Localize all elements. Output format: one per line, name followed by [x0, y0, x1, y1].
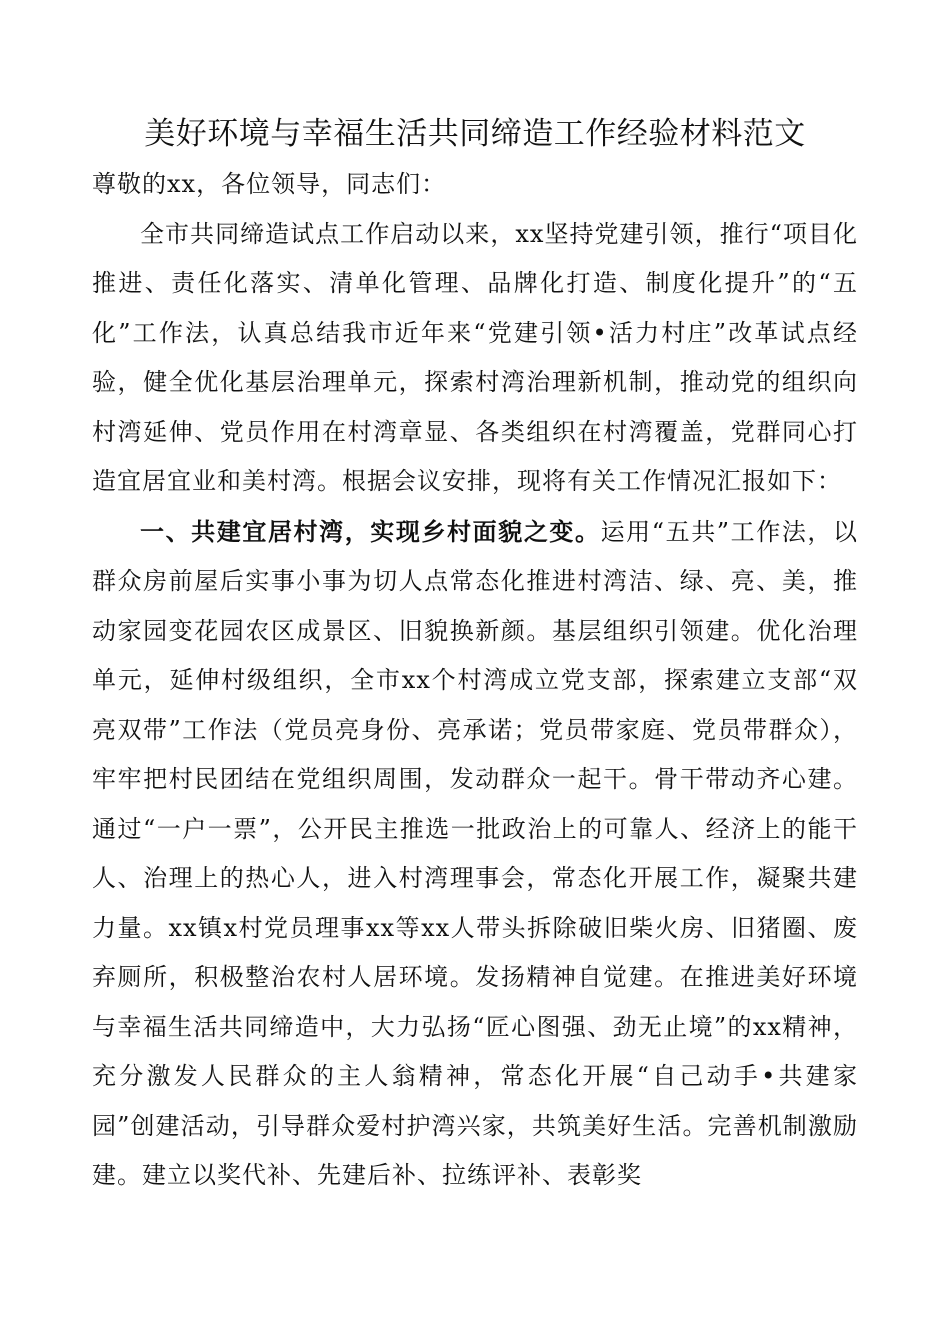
salutation: 尊敬的xx，各位领导，同志们： [92, 170, 447, 198]
section-1-body: 运用“五共”工作法，以群众房前屋后实事小事为切人点常态化推进村湾洁、绿、亮、美，推动家园变花园农区成景区、旧貌换新颜。基层组织引领建。优化治理单元，延伸村级组织，全市xx个村湾成立党支部，探索建立支部“双亮双带”工作法（党员亮身份、亮承诺；党员带家庭、党员带群众），牢牢把村民团结在党组织周围，发动群众一起干。骨干带动齐心建。通过“一户一票”，公开民主推选一批政治上的可靠人、经济上的能干人、治理上的热心人，进入村湾理事会，常态化开展工作，凝聚共建力量。xx镇x村党员理事xx等xx人带头拆除破旧柴火房、旧猪圈、废弃厕所，积极整治农村人居环境。发扬精神自觉建。在推进美好环境与幸福生活共同缔造中，大力弘扬“匠心图强、劲无止境”的xx精神，充分激发人民群众的主人翁精神，常态化开展“自己动手•共建家园”创建活动，引导群众爱村护湾兴家，共筑美好生活。完善机制激励建。建立以奖代补、先建后补、拉练评补、表彰奖 [92, 517, 858, 1189]
section-1-paragraph [92, 507, 858, 1201]
section-1-heading: 一、共建宜居村湾，实现乡村面貌之变。 [140, 516, 601, 546]
intro-paragraph: 全市共同缔造试点工作启动以来，xx坚持党建引领，推行“项目化推进、责任化落实、清单化管理、品牌化打造、制度化提升”的“五化”工作法，认真总结我市近年来“党建引领•活力村庄”改革试点经验，健全优化基层治理单元，探索村湾治理新机制，推动党的组织向村湾延伸、党员作用在村湾章显、各类组织在村湾覆盖，党群同心打造宜居宜业和美村湾。根据会议安排，现将有关工作情况汇报如下： [92, 219, 858, 495]
document-title: 美好环境与幸福生活共同缔造工作经验材料范文 [144, 116, 806, 152]
document-page [92, 108, 858, 1201]
